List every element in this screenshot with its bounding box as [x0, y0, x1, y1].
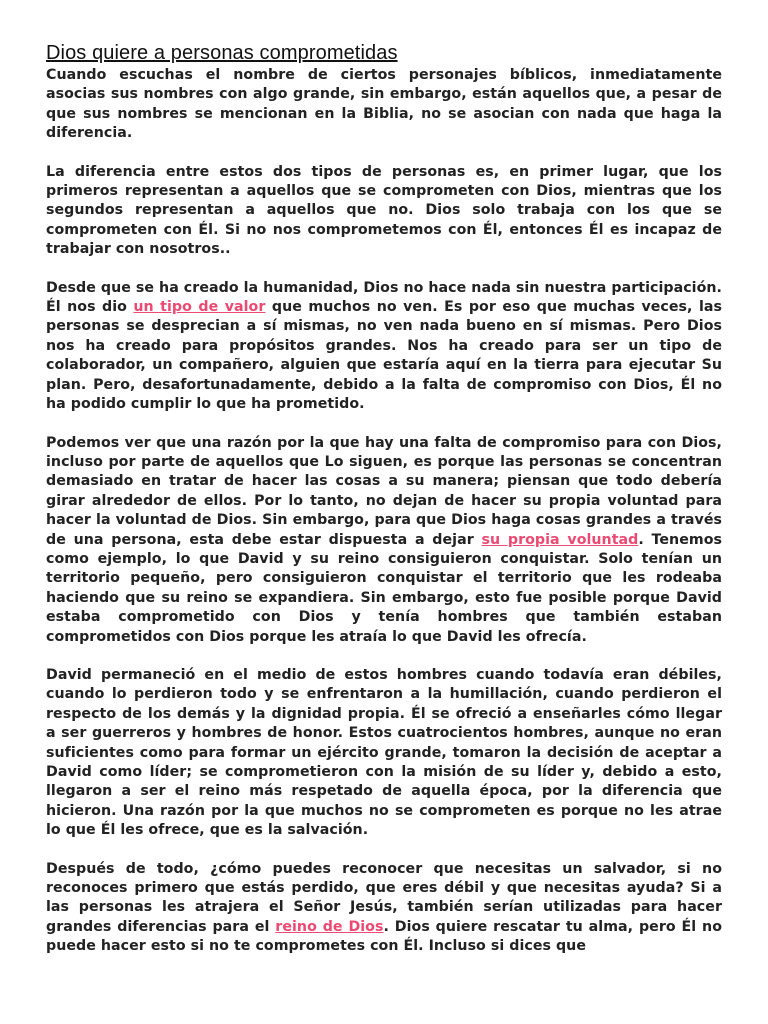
paragraph-6	[46, 860, 722, 957]
document-page	[46, 40, 722, 957]
paragraph-4-text-b: . Tenemos como ejemplo, lo que David y su reino consiguieron conquistar. Solo tenían un territorio pequeño, pero consiguieron conquistar el territorio que les rodeaba haciendo que su reino se expandiera. Sin embargo, esto fue posible porque David estaba comprometido con Dios y tenía hombres que también estaban comprometidos con Dios porque les atraía lo que David les ofrecía.	[46, 531, 723, 645]
link-tipo-de-valor[interactable]: un tipo de valor	[133, 299, 266, 316]
page-title: Dios quiere a personas comprometidas	[46, 42, 398, 64]
link-su-propia-voluntad[interactable]: su propia voluntad	[481, 531, 639, 548]
paragraph-6-text-b: . Dios quiere rescatar tu alma, pero Él no puede hacer esto si no te comprometes con Él. Incluso si dices que	[46, 918, 722, 955]
paragraph-4-text-a: Podemos ver que una razón por la que hay una falta de compromiso para con Dios, incluso por parte de aquellos que Lo siguen, es porque las personas se concentran demasiado en tratar de hacer las cosas a su manera; piensan que todo debería girar alrededor de ellos. Por lo tanto, no dejan de hacer su propia voluntad para hacer la voluntad de Dios. Sin embargo, para que Dios haga cosas grandes a través de una persona, esta debe estar dispuesta a dejar	[46, 434, 722, 548]
paragraph-6-text-a: Después de todo, ¿cómo puedes reconocer que necesitas un salvador, si no reconoces primero que estás perdido, que eres débil y que necesitas ayuda? Si a las personas les atrajera el Señor Jesús, también serían utilizadas para hacer grandes diferencias para el	[46, 860, 722, 935]
paragraph-3-text-b: que muchos no ven. Es por eso que muchas veces, las personas se desprecian a sí mismas, no ven nada bueno en sí mismas. Pero Dios nos ha creado para propósitos grandes. Nos ha creado para ser un tipo de colaborador, un compañero, alguien que estaría aquí en la tierra para ejecutar Su plan. Pero, desafortunadamente, debido a la falta de compromiso con Dios, Él no ha podido cumplir lo que ha prometido.	[46, 299, 722, 413]
paragraph-1: Cuando escuchas el nombre de ciertos personajes bíblicos, inmediatamente asocias sus nombres con algo grande, sin embargo, están aquellos que, a pesar de que sus nombres se mencionan en la Biblia, no se asocian con nada que haga la diferencia.	[46, 67, 722, 142]
paragraph-3	[46, 279, 722, 415]
paragraph-3-text-a: Desde que se ha creado la humanidad, Dios no hace nada sin nuestra participación. Él nos dio	[46, 279, 722, 316]
paragraph-2: La diferencia entre estos dos tipos de personas es, en primer lugar, que los primeros representan a aquellos que se comprometen con Dios, mientras que los segundos representan a aquellos que no. Dios solo trabaja con los que se comprometen con Él. Si no nos comprometemos con Él, entonces Él es incapaz de trabajar con nosotros..	[46, 163, 722, 258]
paragraph-4	[46, 434, 722, 647]
link-reino-de-dios[interactable]: reino de Dios	[275, 918, 384, 935]
paragraph-5: David permaneció en el medio de estos hombres cuando todavía eran débiles, cuando lo perdieron todo y se enfrentaron a la humillación, cuando perdieron el respecto de los demás y la dignidad propia. Él se ofreció a enseñarles cómo llegar a ser guerreros y hombres de honor. Estos cuatrocientos hombres, aunque no eran suficientes como para formar un ejército grande, tomaron la decisión de aceptar a David como líder; se comprometieron con la misión de su líder y, debido a esto, llegaron a ser el reino más respetado de aquella época, por la diferencia que hicieron. Una razón por la que muchos no se comprometen es porque no les atrae lo que Él les ofrece, que es la salvación.	[46, 666, 722, 839]
